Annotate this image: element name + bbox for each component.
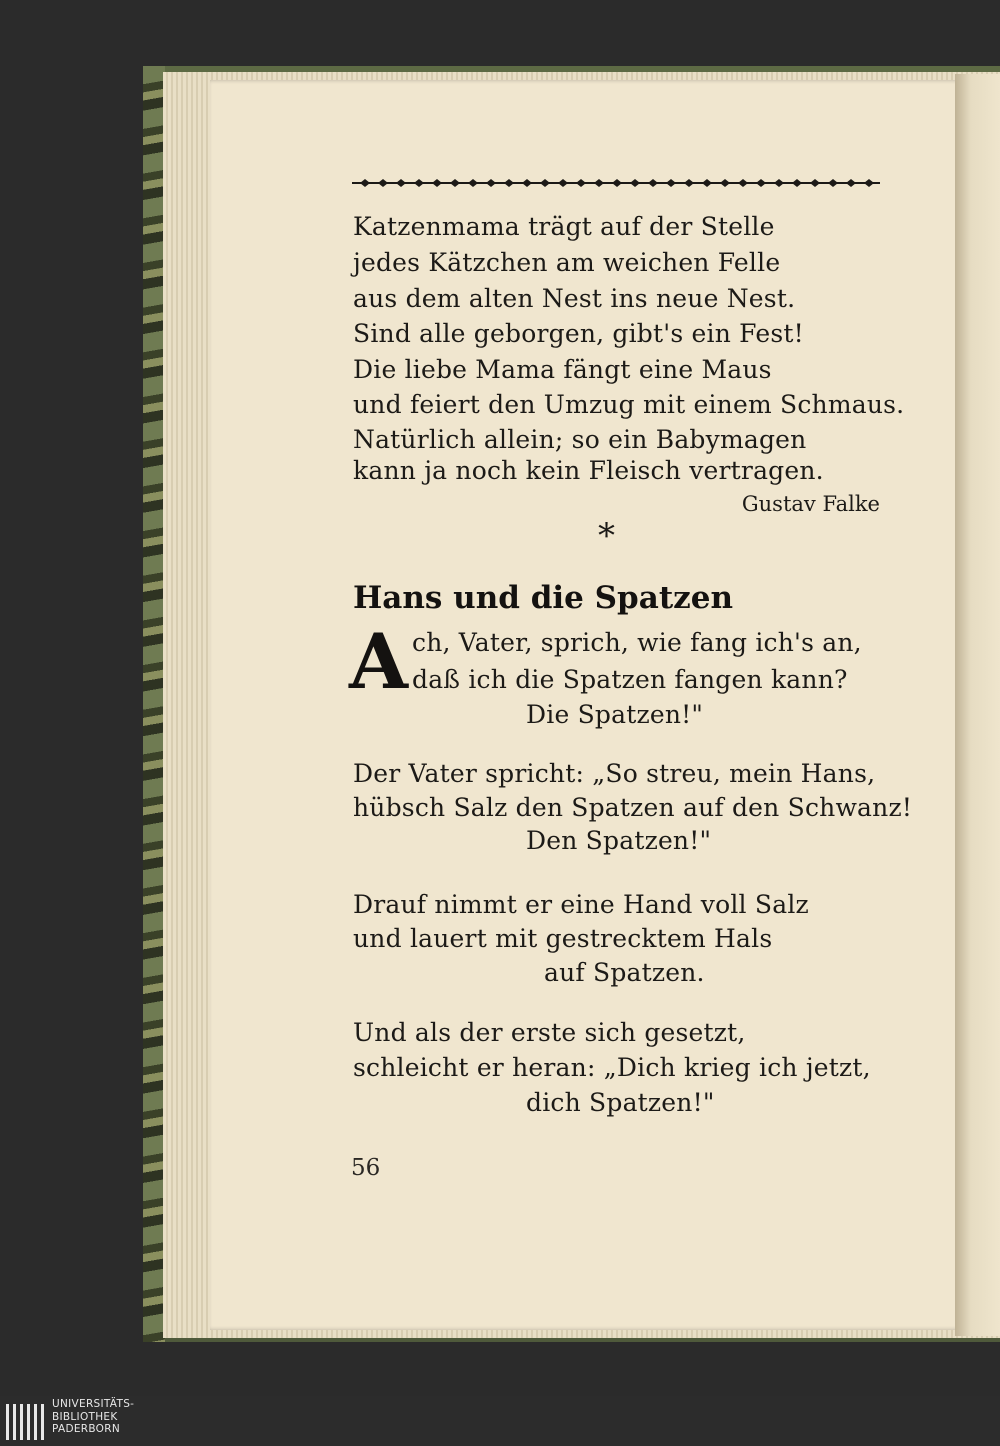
stanza3-line: Drauf nimmt er eine Hand voll Salz (353, 890, 809, 919)
drop-cap: A (349, 617, 408, 706)
poem1-line: und feiert den Umzug mit einem Schmaus. (353, 390, 905, 419)
library-logo-text (52, 1398, 134, 1436)
stanza2-line: hübsch Salz den Spatzen auf den Schwanz! (353, 793, 913, 822)
section-separator: * (598, 516, 615, 556)
poem1-line: aus dem alten Nest ins neue Nest. (353, 284, 796, 313)
poem1-line: Katzenmama trägt auf der Stelle (353, 212, 775, 241)
book-gutter (955, 74, 1000, 1336)
poem1-line: kann ja noch kein Fleisch vertragen. (353, 456, 824, 485)
page-number: 56 (351, 1155, 381, 1181)
stanza2-line: Der Vater spricht: „So streu, mein Hans, (353, 759, 876, 788)
footer-bar (0, 1396, 1000, 1446)
library-logo-icon (4, 1400, 48, 1442)
poem1-line: Natürlich allein; so ein Babymagen (353, 425, 807, 454)
stanza2-refrain: Den Spatzen!" (526, 826, 712, 855)
poem1-author: Gustav Falke (741, 492, 880, 516)
stanza4-refrain: dich Spatzen!" (526, 1088, 715, 1117)
cover-marbled-edge (143, 66, 165, 1342)
logo-line: BIBLIOTHEK (52, 1410, 118, 1423)
stanza3-line: und lauert mit gestrecktem Hals (353, 924, 773, 953)
logo-line: PADERBORN (52, 1423, 120, 1435)
stanza4-line: Und als der erste sich gesetzt, (353, 1018, 746, 1047)
logo-line: UNIVERSITÄTS- (52, 1398, 135, 1410)
poem1-line: jedes Kätzchen am weichen Felle (353, 248, 781, 277)
poem1-line: Die liebe Mama fängt eine Maus (353, 355, 772, 384)
stanza4-line: schleicht er heran: „Dich krieg ich jetzt, (353, 1053, 871, 1082)
stanza3-refrain: auf Spatzen. (544, 958, 705, 987)
stanza1-line: daß ich die Spatzen fangen kann? (412, 665, 848, 694)
stanza1-line: ch, Vater, sprich, wie fang ich's an, (412, 628, 862, 657)
poem2-title: Hans und die Spatzen (353, 580, 734, 616)
poem1-line: Sind alle geborgen, gibt's ein Fest! (353, 319, 804, 348)
ornamental-divider (352, 178, 880, 188)
stanza1-refrain: Die Spatzen!" (526, 700, 704, 729)
